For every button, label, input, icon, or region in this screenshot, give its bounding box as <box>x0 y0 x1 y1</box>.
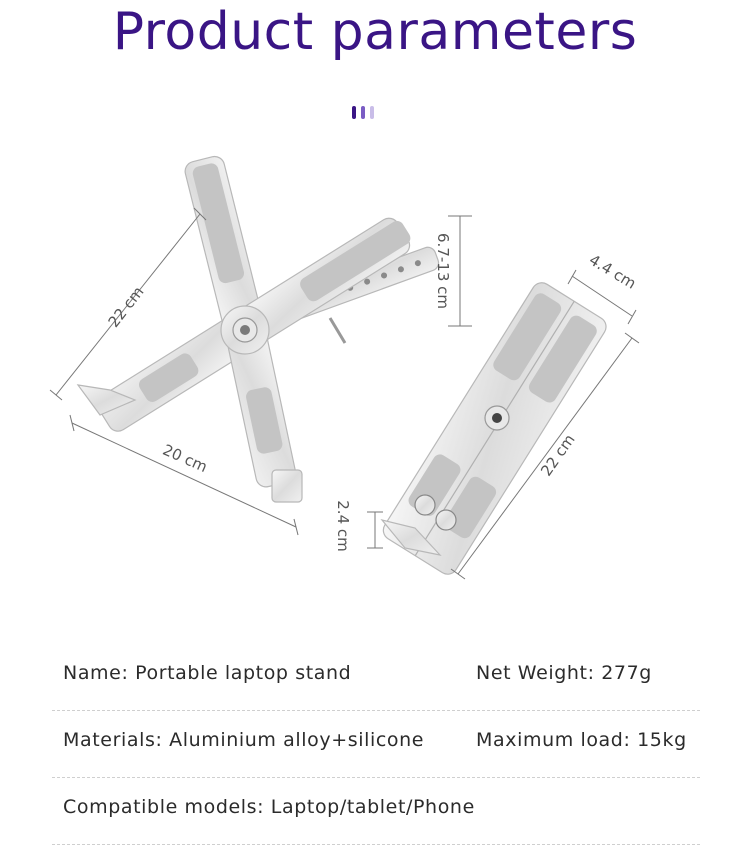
folded-stand-image <box>380 279 610 578</box>
page-title: Product parameters <box>112 2 638 62</box>
title-decoration <box>352 106 380 120</box>
product-illustration <box>0 140 750 610</box>
decor-dot <box>352 106 356 119</box>
spec-row-1 <box>52 644 700 711</box>
spec-row-3 <box>52 778 700 845</box>
spec-materials: Materials: Aluminium alloy+silicone <box>63 729 425 751</box>
dim-folded-thickness: 2.4 cm <box>334 500 352 552</box>
dim-open-width: 20 cm <box>160 440 211 477</box>
spec-row-2 <box>52 711 700 778</box>
decor-dot <box>361 106 365 119</box>
spec-compatible: Compatible models: Laptop/tablet/Phone <box>63 796 475 818</box>
dim-height-range: 6.7-13 cm <box>434 233 452 309</box>
dim-folded-length: 22 cm <box>537 430 579 480</box>
spec-net-weight: Net Weight: 277g <box>476 662 652 684</box>
open-stand-image <box>78 154 441 502</box>
spec-max-load: Maximum load: 15kg <box>476 729 687 751</box>
spec-name: Name: Portable laptop stand <box>63 662 352 684</box>
decor-dot <box>370 106 374 119</box>
dim-open-length: 22 cm <box>104 282 148 331</box>
dim-folded-width: 4.4 cm <box>585 250 640 293</box>
